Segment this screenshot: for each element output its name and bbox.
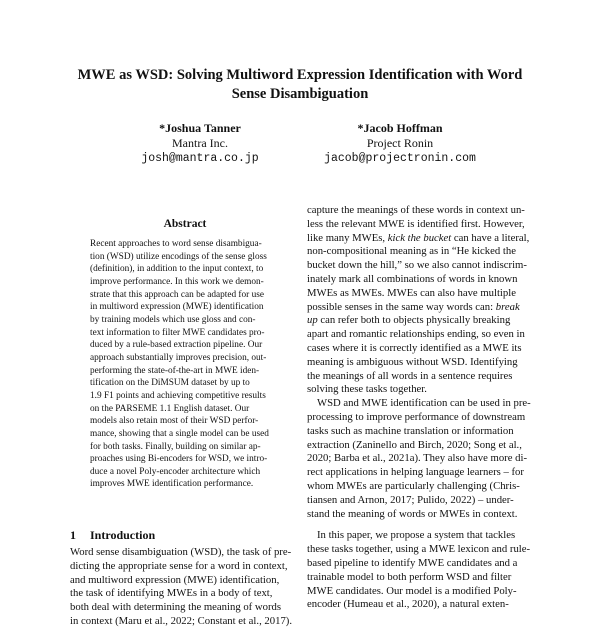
body-line: dicting the appropriate sense for a word in context, [70,559,288,572]
abstract-line: performing the state-of-the-art in MWE iden- [90,365,260,376]
body-text: can refer both to objects physically breaking [317,314,511,327]
body-line [307,301,537,315]
body-line: less the relevant MWE is identified first. However, [307,217,525,230]
body-line: both deal with determining the meaning of words [70,601,282,614]
body-line: tiansen and Arnon, 2017; Pulido, 2022) – under- [307,493,514,506]
abstract-line: duce a novel Poly-encoder architecture which [90,466,261,477]
body-text: can have a literal, [451,231,530,244]
italic-phrase: up [307,314,318,327]
abstract-line: duced by a rule-based extraction pipeline. Our [90,340,263,351]
right-column [307,204,537,612]
body-line: MWEs as MWEs. MWEs can also have multiple [307,286,516,299]
abstract-line: on the PARSEME 1.1 English dataset. Our [90,403,250,414]
abstract-line: tion (WSD) utilize encodings of the sense gloss [90,251,267,262]
body-line: and multiword expression (MWE) identification, [70,573,280,586]
author-email: jacob@projectronin.com [324,152,476,165]
author-block-2 [280,121,520,166]
body-line: MWE candidates. Our model is a modified Poly- [307,584,517,597]
abstract-line: (definition), in addition to the input context, to [90,264,264,275]
body-line: the meanings of all words in a sentence requires [307,369,513,382]
abstract-line: by training models which use gloss and con- [90,314,256,325]
abstract-line: improve performance. In this work we demon- [90,276,264,287]
body-line: trainable model to both perform WSD and filter [307,570,512,583]
abstract-line: models also retain most of their WSD perfor- [90,416,259,427]
abstract-line: in multiword expression (MWE) identification [90,302,264,313]
abstract-line: proaches using Bi-encoders for WSD, we intro- [90,454,268,465]
abstract-heading: Abstract [163,218,207,230]
abstract-line: 1.9 F1 points and achieving competitive results [90,390,266,401]
author-name: *Jacob Hoffman [357,121,443,135]
abstract-body [90,238,280,491]
body-line: bucket down the hill,” so we also cannot indiscrim- [307,259,527,272]
section-title: Introduction [90,528,156,542]
body-line: stand the meaning of words or MWEs in context. [307,507,518,520]
abstract-line: improves MWE identification performance. [90,479,254,490]
section-heading-introduction [70,528,155,543]
italic-phrase: kick the bucket [387,231,452,244]
body-line: cases where it is correctly identified as a MWE its [307,341,522,354]
body-line: whom MWEs are particularly challenging (Chris- [307,479,520,492]
author-affiliation: Project Ronin [366,136,434,150]
body-line: non-compositional meaning as in “He kicked the [307,245,516,258]
author-name: *Joshua Tanner [159,121,241,135]
body-line: In this paper, we propose a system that tackles [317,529,516,542]
body-text: possible senses in the same way words can: [307,300,496,313]
body-line: solving these tasks together. [307,383,427,396]
abstract-line: mance, showing that a single model can be used [90,428,269,439]
paper-title [60,66,540,104]
italic-phrase: break [495,300,520,313]
body-line: tasks such as machine translation or information [307,424,514,437]
body-line: extraction (Zaninello and Birch, 2020; Song et al., [307,438,522,451]
body-line: processing to improve performance of downstream [307,410,526,423]
body-line: based pipeline to identify MWE candidates and a [307,556,518,569]
body-line: rect applications in helping language learners – for [307,466,524,479]
author-affiliation: Mantra Inc. [172,136,228,150]
abstract-line: approach substantially improves precision, out- [90,352,267,363]
intro-left-column [70,546,300,629]
body-line: meaning is ambiguous without WSD. Identifying [307,355,518,368]
body-text: like many MWEs, [307,231,388,244]
section-number: 1 [70,528,76,542]
body-line [307,232,537,246]
title-line-2: Sense Disambiguation [231,86,369,102]
abstract-line: tification on the DiMSUM dataset by up to [90,378,250,389]
body-line: Word sense disambiguation (WSD), the task of pre- [70,546,292,558]
body-line: 2020; Barba et al., 2021a). They also have more di- [307,452,528,465]
body-line: the task of identifying MWEs in a body of text, [70,587,273,600]
abstract-line: strate that this approach can be adapted for use [90,289,264,300]
body-line: encoder (Humeau et al., 2020), a natural exten- [307,598,509,611]
body-line: capture the meanings of these words in context un- [307,204,525,216]
body-line: these tasks together, using a MWE lexicon and rule- [307,543,531,556]
title-line-1: MWE as WSD: Solving Multiword Expression Identification with Word [77,67,523,83]
author-email: josh@mantra.co.jp [141,152,259,165]
body-line: apart and romantic relationships ending, so even in [307,328,525,341]
abstract-line: text information to filter MWE candidates pro- [90,327,265,338]
paragraph-gap [307,521,537,529]
body-line: WSD and MWE identification can be used in pre- [317,397,531,410]
abstract-line: Recent approaches to word sense disambigua- [90,239,262,249]
body-line: inately mark all combinations of words in known [307,272,518,285]
body-line [307,314,537,328]
body-line: in context (Maru et al., 2022; Constant et al., 2017). [70,614,293,627]
abstract-line: for both tasks. Finally, building on similar ap- [90,441,261,452]
